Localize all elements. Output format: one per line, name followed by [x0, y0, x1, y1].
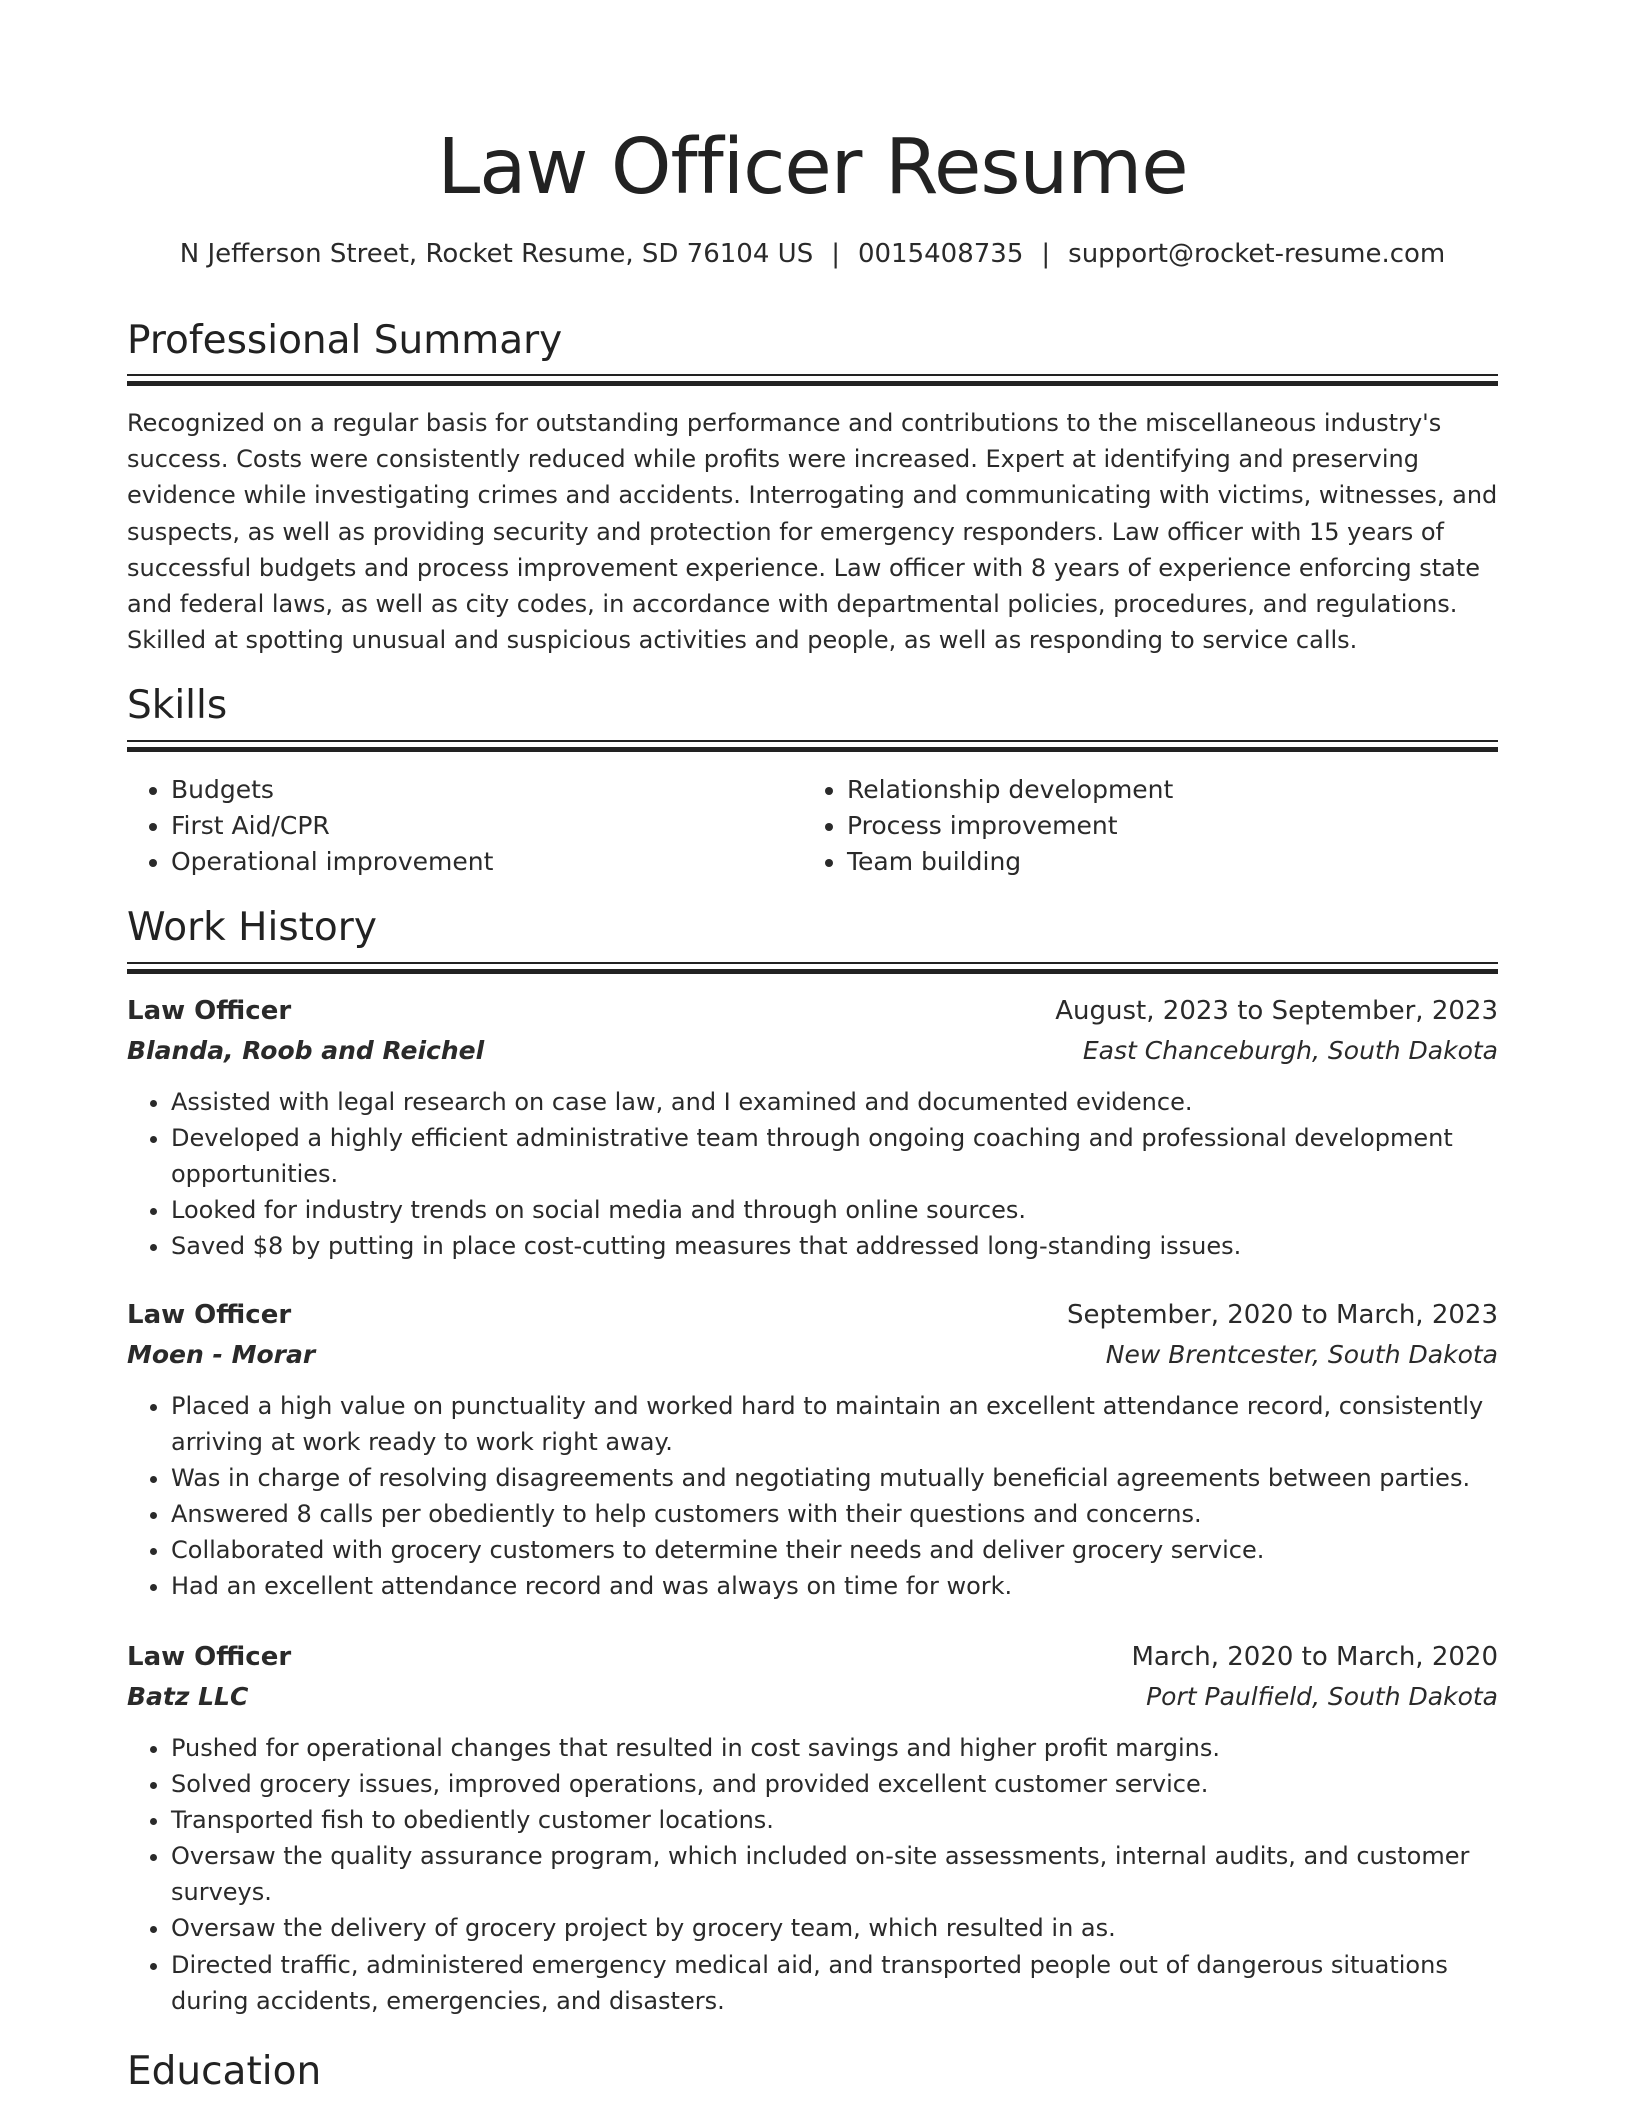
contact-email[interactable]: support@rocket-resume.com — [1068, 239, 1446, 269]
skill-item: • Budgets — [171, 772, 801, 808]
job-dates: September, 2020 to March, 2023 — [1067, 1300, 1498, 1330]
skill-item: • Relationship development — [847, 772, 1497, 808]
job-bullets — [127, 1084, 1498, 1264]
job-bullet: • Was in charge of resolving disagreements and negotiating mutually beneficial agreements between parties. — [171, 1460, 1498, 1496]
job-dates: August, 2023 to September, 2023 — [1055, 996, 1498, 1026]
skill-item: • Operational improvement — [171, 844, 801, 880]
job-location: New Brentcester, South Dakota — [1105, 1340, 1498, 1369]
job-bullet: • Assisted with legal research on case law, and I examined and documented evidence. — [171, 1084, 1498, 1120]
contact-line — [127, 236, 1498, 272]
job-bullet: • Oversaw the quality assurance program, which included on-site assessments, internal audits, and customer surveys. — [171, 1838, 1498, 1910]
skill-item: • First Aid/CPR — [171, 808, 801, 844]
section-heading-work-history: Work History — [127, 905, 377, 950]
skill-item: • Process improvement — [847, 808, 1497, 844]
job-company: Batz LLC — [127, 1682, 249, 1711]
job-bullet: • Directed traffic, administered emergency medical aid, and transported people out of dangerous situations during accidents, emergencies, and disasters. — [171, 1947, 1498, 2019]
job-bullets — [127, 1388, 1498, 1605]
job-position: Law Officer — [127, 1300, 292, 1330]
job-bullet: • Had an excellent attendance record and was always on time for work. — [171, 1568, 1498, 1604]
job-location: Port Paulfield, South Dakota — [1146, 1682, 1498, 1711]
section-heading-skills: Skills — [127, 683, 228, 728]
job-position: Law Officer — [127, 996, 292, 1026]
job-bullet: • Looked for industry trends on social media and through online sources. — [171, 1192, 1498, 1228]
section-divider — [127, 740, 1498, 752]
section-heading-summary: Professional Summary — [127, 318, 563, 363]
skills-column-1 — [127, 772, 801, 880]
job-company: Blanda, Roob and Reichel — [127, 1036, 485, 1065]
section-divider — [127, 962, 1498, 974]
job-company: Moen - Morar — [127, 1340, 316, 1369]
job-bullet: • Transported fish to obediently customer locations. — [171, 1802, 1498, 1838]
contact-address: N Jefferson Street, Rocket Resume, SD 76104 US — [179, 239, 814, 269]
job-entry — [127, 992, 1498, 1264]
job-bullet: • Placed a high value on punctuality and worked hard to maintain an excellent attendance record, consistently arriving at work ready to work right away. — [171, 1388, 1498, 1460]
contact-separator: | — [1041, 239, 1051, 269]
job-bullet: • Developed a highly efficient administrative team through ongoing coaching and professional development opportunities. — [171, 1120, 1498, 1192]
section-heading-education: Education — [127, 2049, 322, 2094]
contact-phone: 0015408735 — [857, 239, 1024, 269]
skills-column-2 — [803, 772, 1497, 880]
job-bullets — [127, 1730, 1498, 2019]
job-bullet: • Saved $8 by putting in place cost-cutting measures that addressed long-standing issues. — [171, 1228, 1498, 1264]
section-divider — [127, 374, 1498, 386]
job-entry — [127, 1638, 1498, 2019]
job-bullet: • Oversaw the delivery of grocery project by grocery team, which resulted in as. — [171, 1910, 1498, 1946]
summary-text: Recognized on a regular basis for outstanding performance and contributions to the miscellaneous industry's success. Costs were consistently reduced while profits were increased. Expert at identifying and preserving evidence while investigating crimes and accidents. Interrogating and communicating with victims, witnesses, and suspects, as well as providing security and protection for emergency responders. Law officer with 15 years of successful budgets and process improvement experience. Law officer with 8 years of experience enforcing state and federal laws, as well as city codes, in accordance with departmental policies, procedures, and regulations. Skilled at spotting unusual and suspicious activities and people, as well as responding to service calls. — [127, 409, 1498, 655]
job-bullet: • Pushed for operational changes that resulted in cost savings and higher profit margins. — [171, 1730, 1498, 1766]
job-bullet: • Collaborated with grocery customers to determine their needs and deliver grocery service. — [171, 1532, 1498, 1568]
resume-title: Law Officer Resume — [437, 123, 1188, 212]
job-bullet: • Answered 8 calls per obediently to help customers with their questions and concerns. — [171, 1496, 1498, 1532]
job-entry — [127, 1296, 1498, 1605]
job-location: East Chanceburgh, South Dakota — [1082, 1036, 1498, 1065]
job-dates: March, 2020 to March, 2020 — [1131, 1642, 1498, 1672]
skill-item: • Team building — [847, 844, 1497, 880]
job-bullet: • Solved grocery issues, improved operations, and provided excellent customer service. — [171, 1766, 1498, 1802]
contact-separator: | — [831, 239, 840, 269]
job-position: Law Officer — [127, 1642, 292, 1672]
